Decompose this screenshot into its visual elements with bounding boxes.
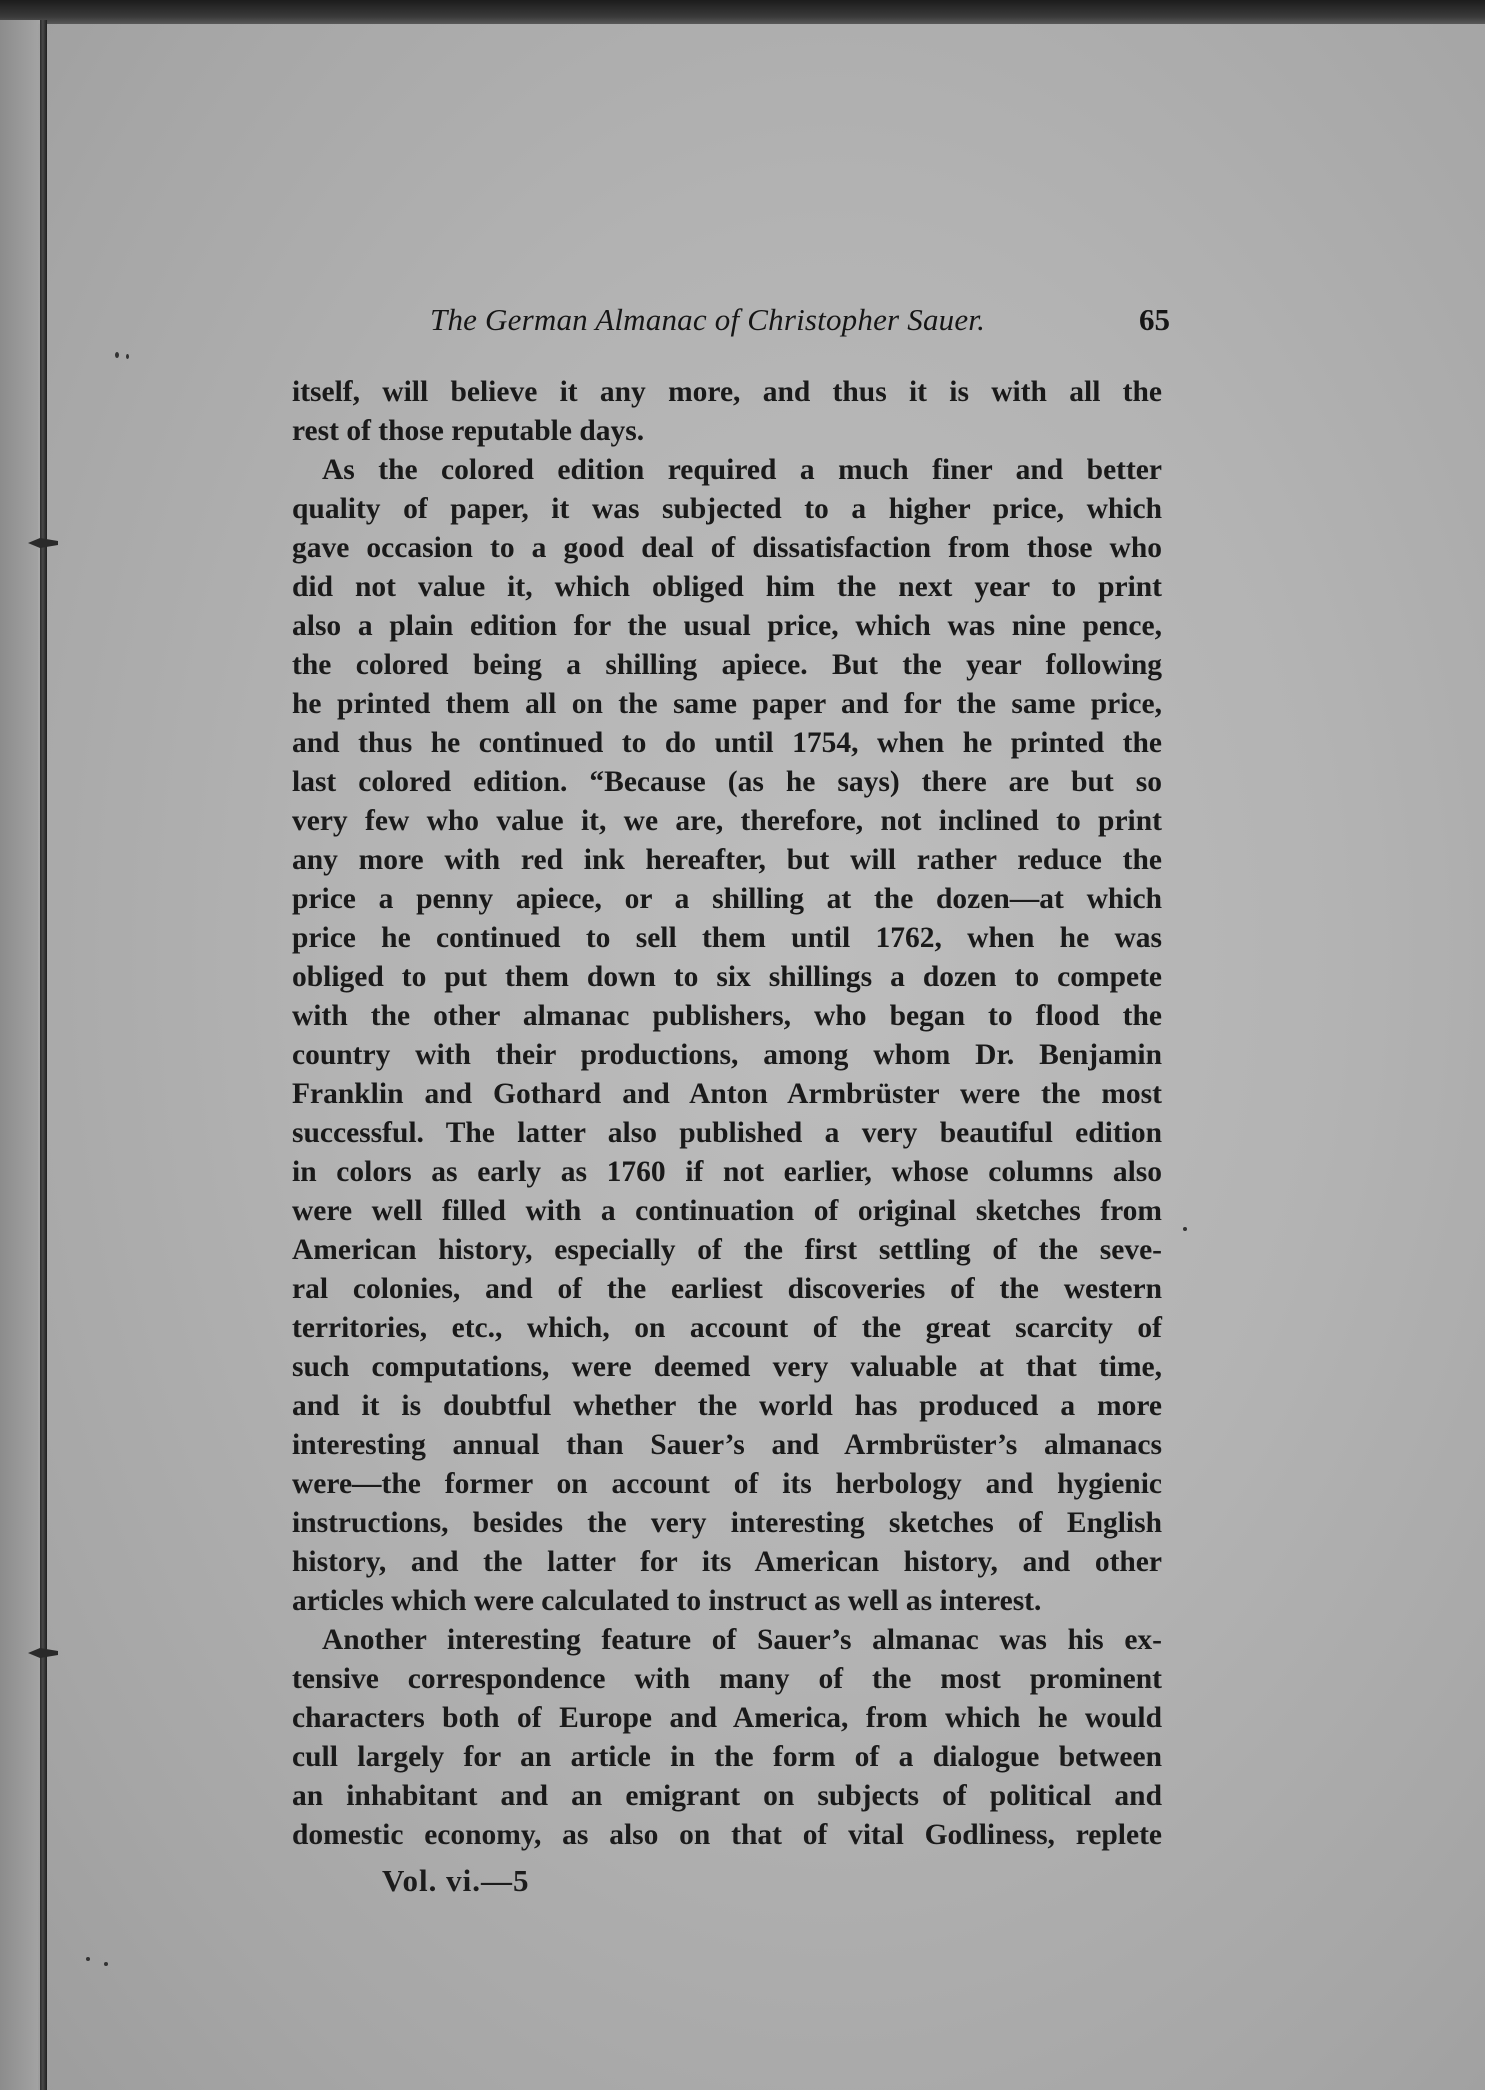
text-line: tensive correspondence with many of the most prominent (292, 1663, 1162, 1695)
text-line: territories, etc., which, on account of the great scarcity of (292, 1312, 1162, 1344)
binding-edge (40, 20, 47, 2090)
text-line: instructions, besides the very interesting sketches of English (292, 1507, 1162, 1539)
text-line: such computations, were deemed very valuable at that time, (292, 1351, 1162, 1383)
text-line: price he continued to sell them until 1762, when he was (292, 922, 1162, 954)
text-line: were—the former on account of its herbology and hygienic (292, 1468, 1162, 1500)
text-line: itself, will believe it any more, and thus it is with all the (292, 376, 1162, 408)
text-line: and thus he continued to do until 1754, when he printed the (292, 727, 1162, 759)
text-line: history, and the latter for its American history, and other (292, 1546, 1162, 1578)
paper-speck (1183, 1227, 1187, 1231)
text-line: did not value it, which obliged him the next year to print (292, 571, 1162, 603)
text-line: also a plain edition for the usual price, which was nine pence, (292, 610, 1162, 642)
paper-speck (86, 1957, 90, 1961)
text-line: Another interesting feature of Sauer’s almanac was his ex- (322, 1624, 1162, 1656)
running-header (430, 302, 1170, 350)
page-number: 65 (1139, 302, 1170, 337)
text-line: As the colored edition required a much finer and better (322, 454, 1162, 486)
text-line: were well filled with a continuation of original sketches from (292, 1195, 1162, 1227)
paper-speck (115, 352, 119, 358)
text-line: obliged to put them down to six shillings a dozen to compete (292, 961, 1162, 993)
text-line: the colored being a shilling apiece. But the year following (292, 649, 1162, 681)
signature-mark: Vol. vi.—5 (382, 1863, 530, 1898)
text-line: very few who value it, we are, therefore, not inclined to print (292, 805, 1162, 837)
text-line: domestic economy, as also on that of vital Godliness, replete (292, 1819, 1162, 1851)
text-line: last colored edition. “Because (as he says) there are but so (292, 766, 1162, 798)
paper-speck (104, 1962, 108, 1966)
binding-gutter (0, 20, 40, 2090)
body-text (292, 373, 1162, 1855)
text-line: any more with red ink hereafter, but will rather reduce the (292, 844, 1162, 876)
text-line: successful. The latter also published a very beautiful edition (292, 1117, 1162, 1149)
text-line: country with their productions, among whom Dr. Benjamin (292, 1039, 1162, 1071)
text-line: he printed them all on the same paper and for the same price, (292, 688, 1162, 720)
text-line: gave occasion to a good deal of dissatisfaction from those who (292, 532, 1162, 564)
text-line: quality of paper, it was subjected to a higher price, which (292, 493, 1162, 525)
text-line: interesting annual than Sauer’s and Armbrüster’s almanacs (292, 1429, 1162, 1461)
text-line: characters both of Europe and America, from which he would (292, 1702, 1162, 1734)
text-line: ral colonies, and of the earliest discoveries of the western (292, 1273, 1162, 1305)
text-line: Franklin and Gothard and Anton Armbrüster were the most (292, 1078, 1162, 1110)
text-line: price a penny apiece, or a shilling at the dozen—at which (292, 883, 1162, 915)
text-line: with the other almanac publishers, who began to flood the (292, 1000, 1162, 1032)
running-title: The German Almanac of Christopher Sauer. (430, 302, 986, 337)
text-line: an inhabitant and an emigrant on subjects of political and (292, 1780, 1162, 1812)
text-line: in colors as early as 1760 if not earlier, whose columns also (292, 1156, 1162, 1188)
text-line: articles which were calculated to instruct as well as interest. (292, 1585, 1042, 1617)
text-line: American history, especially of the first settling of the seve- (292, 1234, 1162, 1266)
paper-speck (126, 354, 129, 359)
text-line: and it is doubtful whether the world has produced a more (292, 1390, 1162, 1422)
text-line: rest of those reputable days. (292, 415, 645, 447)
text-line: cull largely for an article in the form of a dialogue between (292, 1741, 1162, 1773)
